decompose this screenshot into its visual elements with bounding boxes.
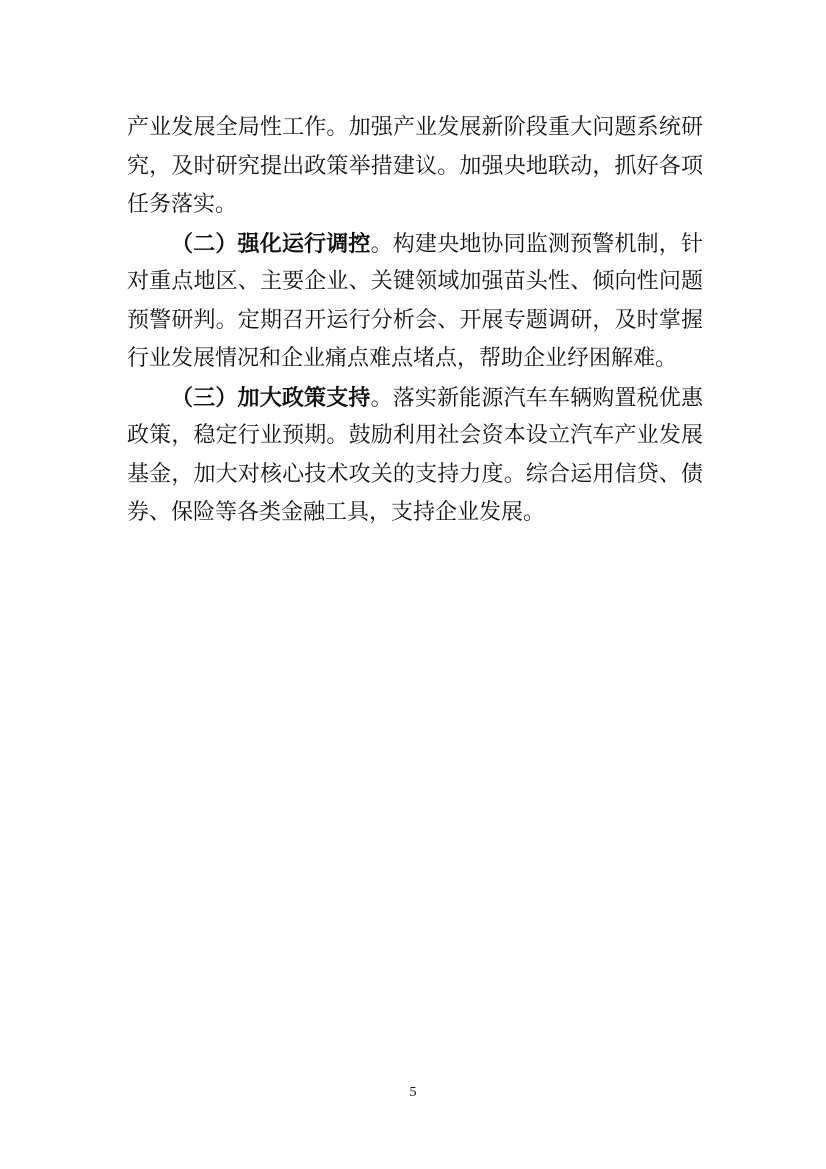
paragraph-3-line-2: 政策，稳定行业预期。鼓励利用社会资本设立汽车产业发展: [127, 423, 703, 448]
paragraph-2-line-2: 对重点地区、主要企业、关键领域加强苗头性、倾向性问题: [127, 269, 703, 294]
paragraph-2-line-3: 预警研判。定期召开运行分析会、开展专题调研，及时掌握: [127, 307, 703, 333]
paragraph-1-line-1: 产业发展全局性工作。加强产业发展新阶段重大问题系统研: [127, 115, 703, 140]
paragraph-1: [127, 109, 703, 225]
paragraph-1-line-2: 究，及时研究提出政策举措建议。加强央地联动，抓好各项: [127, 153, 703, 179]
paragraph-3-line-4: 券、保险等各类金融工具，支持企业发展。: [127, 500, 546, 525]
paragraph-3-line-1: [127, 379, 703, 418]
page-number: 5: [409, 1085, 417, 1100]
section-heading-2: （二）强化运行调控: [171, 230, 371, 257]
paragraph-3-line-3: 基金，加大对核心技术攻关的支持力度。综合运用信贷、债: [127, 461, 703, 487]
paragraph-3-line-1-text: 。落实新能源汽车车辆购置税优惠: [370, 385, 703, 411]
paragraph-3: [127, 379, 703, 533]
paragraph-1-line-3: 任务落实。: [127, 192, 238, 217]
section-heading-3: （三）加大政策支持: [171, 384, 371, 411]
paragraph-2-line-1-text: 。构建央地协同监测预警机制，针: [370, 231, 703, 257]
paragraph-2-line-1: [127, 225, 703, 264]
paragraph-2: [127, 225, 703, 379]
body-text: [127, 109, 703, 533]
paragraph-2-line-4: 行业发展情况和企业痛点难点堵点，帮助企业纾困解难。: [127, 346, 678, 371]
